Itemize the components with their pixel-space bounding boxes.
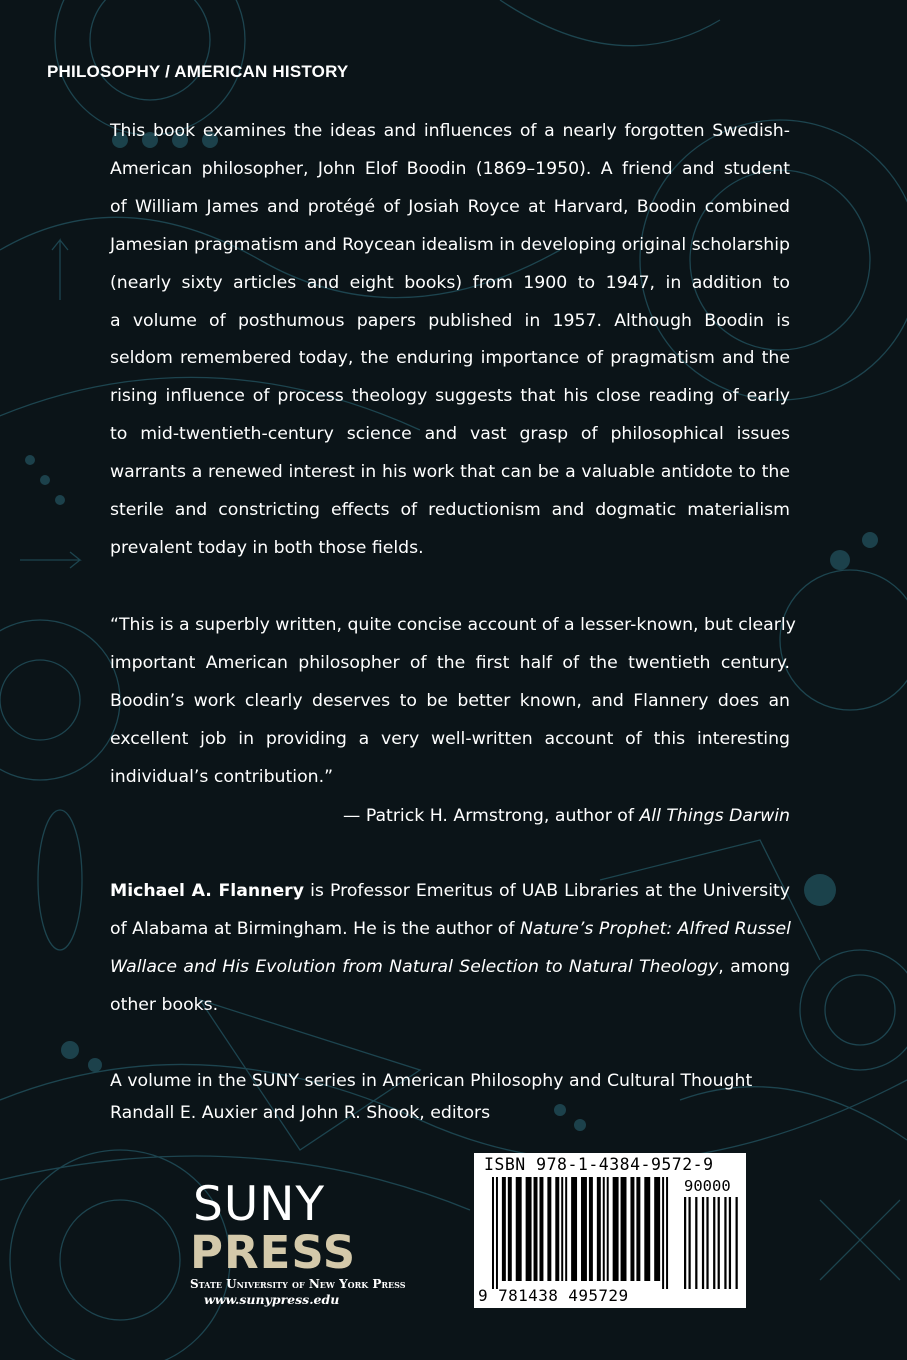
bio-text: is Professor Emeritus of UAB Libraries at the University — [303, 881, 790, 901]
barcode-bar — [581, 1177, 587, 1281]
price-code: 90000 — [684, 1177, 731, 1195]
attribution-prefix: — Patrick H. Armstrong, author of — [343, 806, 640, 826]
barcode-bar — [508, 1177, 512, 1281]
isbn-barcode — [474, 1153, 746, 1308]
description-line: sterile and constricting effects of reductionism and dogmatic materialism — [110, 500, 790, 521]
barcode-bar — [571, 1177, 577, 1281]
barcode-bar — [603, 1177, 605, 1281]
barcode-addon-bars — [684, 1197, 740, 1289]
quote-line: excellent job in providing a very well-written account of this interesting — [110, 728, 790, 749]
description-line: a volume of posthumous papers published in 1957. Although Boodin is — [110, 310, 790, 331]
quote-line: “This is a superbly written, quite concise account of a lesser-known, but clearly — [110, 615, 796, 635]
quote-line: individual’s contribution.” — [110, 766, 334, 787]
barcode-bar — [561, 1177, 563, 1281]
bio-line — [110, 949, 790, 987]
description-line: warrants a renewed interest in his work that can be a valuable antidote to the — [110, 462, 790, 483]
publisher-website: www.sunypress.edu — [204, 1292, 340, 1307]
barcode-bar — [526, 1177, 532, 1281]
barcode-bar — [539, 1177, 543, 1281]
barcode-bar — [547, 1177, 551, 1281]
description-line: Jamesian pragmatism and Roycean idealism in developing original scholarship — [110, 234, 790, 255]
barcode-number: 9 781438 495729 — [478, 1286, 629, 1305]
barcode-bar — [496, 1177, 498, 1289]
barcode-bar — [736, 1197, 738, 1289]
barcode-main-bars — [492, 1177, 672, 1289]
description-line: seldom remembered today, the enduring importance of pragmatism and the — [110, 348, 790, 369]
barcode-bar — [729, 1197, 731, 1289]
description-line: American philosopher, John Elof Boodin (1869–1950). A friend and student — [110, 158, 790, 179]
barcode-bar — [502, 1177, 506, 1281]
barcode-bar — [688, 1197, 690, 1289]
description-line: of William James and protégé of Josiah Royce at Harvard, Boodin combined — [110, 196, 790, 217]
review-quote — [110, 607, 796, 797]
description-line: rising influence of process theology suggests that his close reading of early — [110, 386, 790, 407]
publisher-logo — [190, 1177, 406, 1308]
barcode-bar — [644, 1177, 650, 1281]
barcode-bar — [516, 1177, 522, 1281]
description-line: prevalent today in both those fields. — [110, 537, 424, 558]
logo-press: PRESS — [190, 1226, 357, 1279]
author-bio — [110, 873, 790, 1025]
logo-suny: SUNY — [193, 1177, 326, 1232]
series-line: A volume in the SUNY series in American Philosophy and Cultural Thought — [110, 1071, 753, 1091]
series-editors: Randall E. Auxier and John R. Shook, editors — [110, 1102, 491, 1123]
barcode-bar — [597, 1177, 601, 1281]
description-line: This book examines the ideas and influences of a nearly forgotten Swedish- — [110, 121, 790, 141]
barcode-bar — [492, 1177, 494, 1289]
book-title: Nature’s Prophet: Alfred Russel — [519, 918, 791, 939]
barcode-bar — [684, 1197, 686, 1289]
barcode-bar — [718, 1197, 720, 1289]
barcode-bar — [630, 1177, 634, 1281]
bio-line: other books. — [110, 994, 219, 1015]
barcode-bar — [636, 1177, 640, 1281]
barcode-bar — [607, 1177, 609, 1281]
barcode-bar — [613, 1177, 619, 1281]
bio-line — [110, 911, 790, 949]
quote-line: important American philosopher of the first half of the twentieth century. — [110, 652, 790, 673]
bio-line — [110, 873, 790, 911]
barcode-bar — [589, 1177, 593, 1281]
description-line: (nearly sixty articles and eight books) from 1900 to 1947, in addition to — [110, 272, 790, 293]
category-heading: PHILOSOPHY / AMERICAN HISTORY — [47, 62, 349, 81]
book-title: Wallace and His Evolution from Natural Selection to Natural Theology — [110, 956, 719, 977]
quote-attribution — [110, 800, 790, 832]
book-description — [110, 113, 790, 568]
barcode-bar — [666, 1177, 668, 1289]
barcode-bar — [654, 1177, 660, 1281]
barcode-bar — [702, 1197, 704, 1289]
series-info — [110, 1066, 810, 1129]
description-line: to mid-twentieth-century science and vast grasp of philosophical issues — [110, 424, 790, 445]
attribution-title: All Things Darwin — [639, 806, 790, 826]
bio-text: , among — [718, 956, 791, 977]
barcode-bar — [565, 1177, 567, 1281]
barcode-bar — [706, 1197, 708, 1289]
isbn-label: ISBN 978-1-4384-9572-9 — [484, 1155, 714, 1174]
barcode-bar — [555, 1177, 559, 1281]
barcode-bar — [724, 1197, 726, 1289]
bio-text: of Alabama at Birmingham. He is the author of — [110, 918, 520, 939]
barcode-bar — [662, 1177, 664, 1289]
publisher-full-name: State University of New York Press — [190, 1277, 406, 1291]
barcode-bar — [713, 1197, 715, 1289]
barcode-bar — [621, 1177, 627, 1281]
author-name: Michael A. Flannery — [110, 881, 304, 901]
quote-line: Boodin’s work clearly deserves to be better known, and Flannery does an — [110, 690, 790, 711]
barcode-bar — [534, 1177, 538, 1281]
barcode-bar — [695, 1197, 697, 1289]
